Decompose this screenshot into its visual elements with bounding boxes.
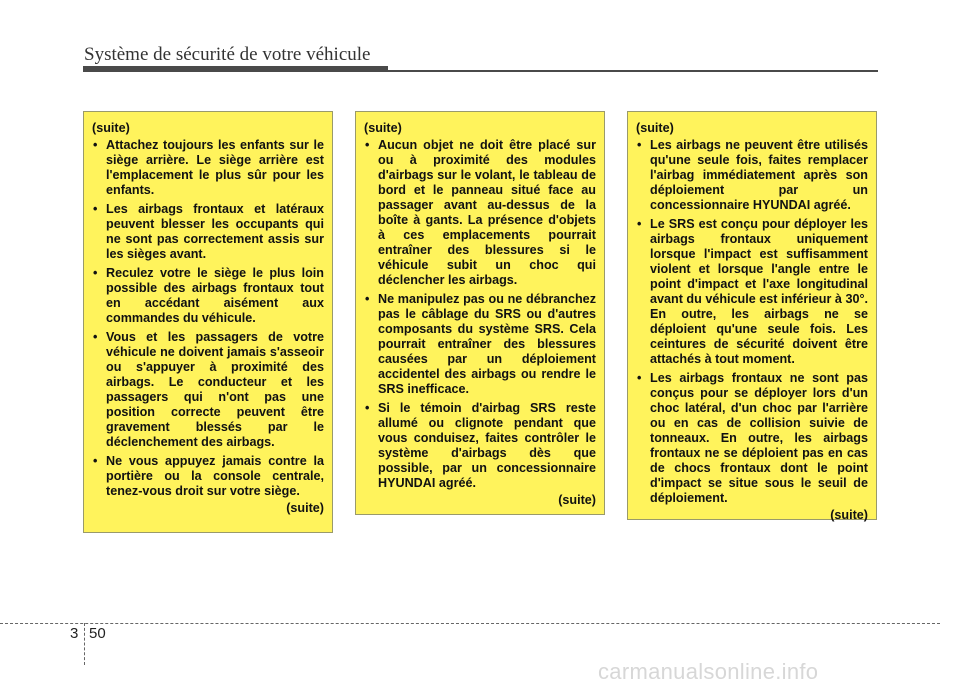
warning-item-text: Ne vous appuyez jamais contre la portière ou la console centrale, tenez-vous droit sur votre siège.: [106, 454, 324, 498]
warning-item-text: Le SRS est conçu pour déployer les airbags frontaux uniquement lorsque l'impact est suffisamment violent et lorsque l'angle entre le point d'impact et l'axe longitudinal avant du véhicule est inférieur à 30°. En outre, les airbags ne se déploient qu'une seule fois. Les ceintures de sécurité doivent être attachés à tout moment.: [650, 217, 868, 366]
warning-item: [92, 138, 324, 198]
warning-item-text: Vous et les passagers de votre véhicule ne doivent jamais s'asseoir ou s'appuyer à proximité des airbags. Le conducteur et les passagers qui n'ont pas une position correcte peuvent être gravement blessés par le déclenchement des airbags.: [106, 330, 324, 449]
continued-label-top: (suite): [364, 121, 402, 135]
footer-divider: [84, 623, 85, 665]
continued-label-bottom: (suite): [558, 493, 596, 507]
warning-item: [364, 138, 596, 288]
footer-rule: [0, 623, 940, 624]
warning-box-1: [83, 111, 333, 533]
bullet-icon: •: [637, 138, 642, 152]
warning-item-text: Attachez toujours les enfants sur le siège arrière. Le siège arrière est l'emplacement le plus sûr pour les enfants.: [106, 138, 324, 197]
warning-item: [92, 266, 324, 326]
warning-box-2: [355, 111, 605, 515]
warning-item: [636, 138, 868, 213]
header-rule-thin: [83, 70, 878, 72]
section-number: 3: [70, 625, 79, 642]
page-header-title: Système de sécurité de votre véhicule: [84, 44, 371, 65]
bullet-icon: •: [93, 138, 98, 152]
warning-item-text: Les airbags ne peuvent être utilisés qu'une seule fois, faites remplacer l'airbag immédiatement après son déploiement par un concessionnaire HYUNDAI agréé.: [650, 138, 868, 212]
warning-item: [636, 371, 868, 506]
warning-item: [364, 292, 596, 397]
warning-item: [92, 202, 324, 262]
warning-item-text: Les airbags frontaux et latéraux peuvent blesser les occupants qui ne sont pas correctement assis sur les sièges avant.: [106, 202, 324, 261]
warning-item-text: Ne manipulez pas ou ne débranchez pas le câblage du SRS ou d'autres composants du système SRS. Cela pourrait entraîner des blessures causées par un déploiement accidentel des airbags ou rendre le SRS inefficace.: [378, 292, 596, 396]
warning-list: [636, 138, 868, 506]
continued-label-bottom: (suite): [286, 501, 324, 515]
bullet-icon: •: [93, 202, 98, 216]
bullet-icon: •: [93, 330, 98, 344]
bullet-icon: •: [365, 138, 370, 152]
warning-item: [636, 217, 868, 367]
warning-item: [92, 454, 324, 499]
bullet-icon: •: [365, 292, 370, 306]
bullet-icon: •: [93, 266, 98, 280]
warning-item-text: Les airbags frontaux ne sont pas conçus pour se déployer lors d'un choc latéral, d'un choc par l'arrière ou en cas de collision suivie de tonneaux. En outre, les airbags frontaux ne se déploient pas en cas de chocs frontaux dont le point d'impact se situe sous le seuil de déploiement.: [650, 371, 868, 505]
continued-label-bottom: (suite): [830, 508, 868, 522]
page-number: 50: [89, 625, 106, 642]
warning-list: [364, 138, 596, 491]
bullet-icon: •: [637, 217, 642, 231]
bullet-icon: •: [365, 401, 370, 415]
watermark: carmanualsonline.info: [598, 659, 819, 684]
warning-item-text: Si le témoin d'airbag SRS reste allumé ou clignote pendant que vous conduisez, faites contrôler le système d'airbags dès que possible, par un concessionnaire HYUNDAI agréé.: [378, 401, 596, 490]
warning-item-text: Aucun objet ne doit être placé sur ou à proximité des modules d'airbags sur le volant, le tableau de bord et le panneau situé face au passager avant au-dessus de la boîte à gants. La présence d'objets à ces emplacements pourrait entraîner des blessures si le véhicule subit un choc qui déclencher les airbags.: [378, 138, 596, 287]
warning-box-3: [627, 111, 877, 520]
bullet-icon: •: [637, 371, 642, 385]
bullet-icon: •: [93, 454, 98, 468]
warning-item: [364, 401, 596, 491]
continued-label-top: (suite): [636, 121, 674, 135]
continued-label-top: (suite): [92, 121, 130, 135]
warning-list: [92, 138, 324, 499]
warning-item: [92, 330, 324, 450]
warning-item-text: Reculez votre le siège le plus loin possible des airbags frontaux tout en accédant aisément aux commandes du véhicule.: [106, 266, 324, 325]
